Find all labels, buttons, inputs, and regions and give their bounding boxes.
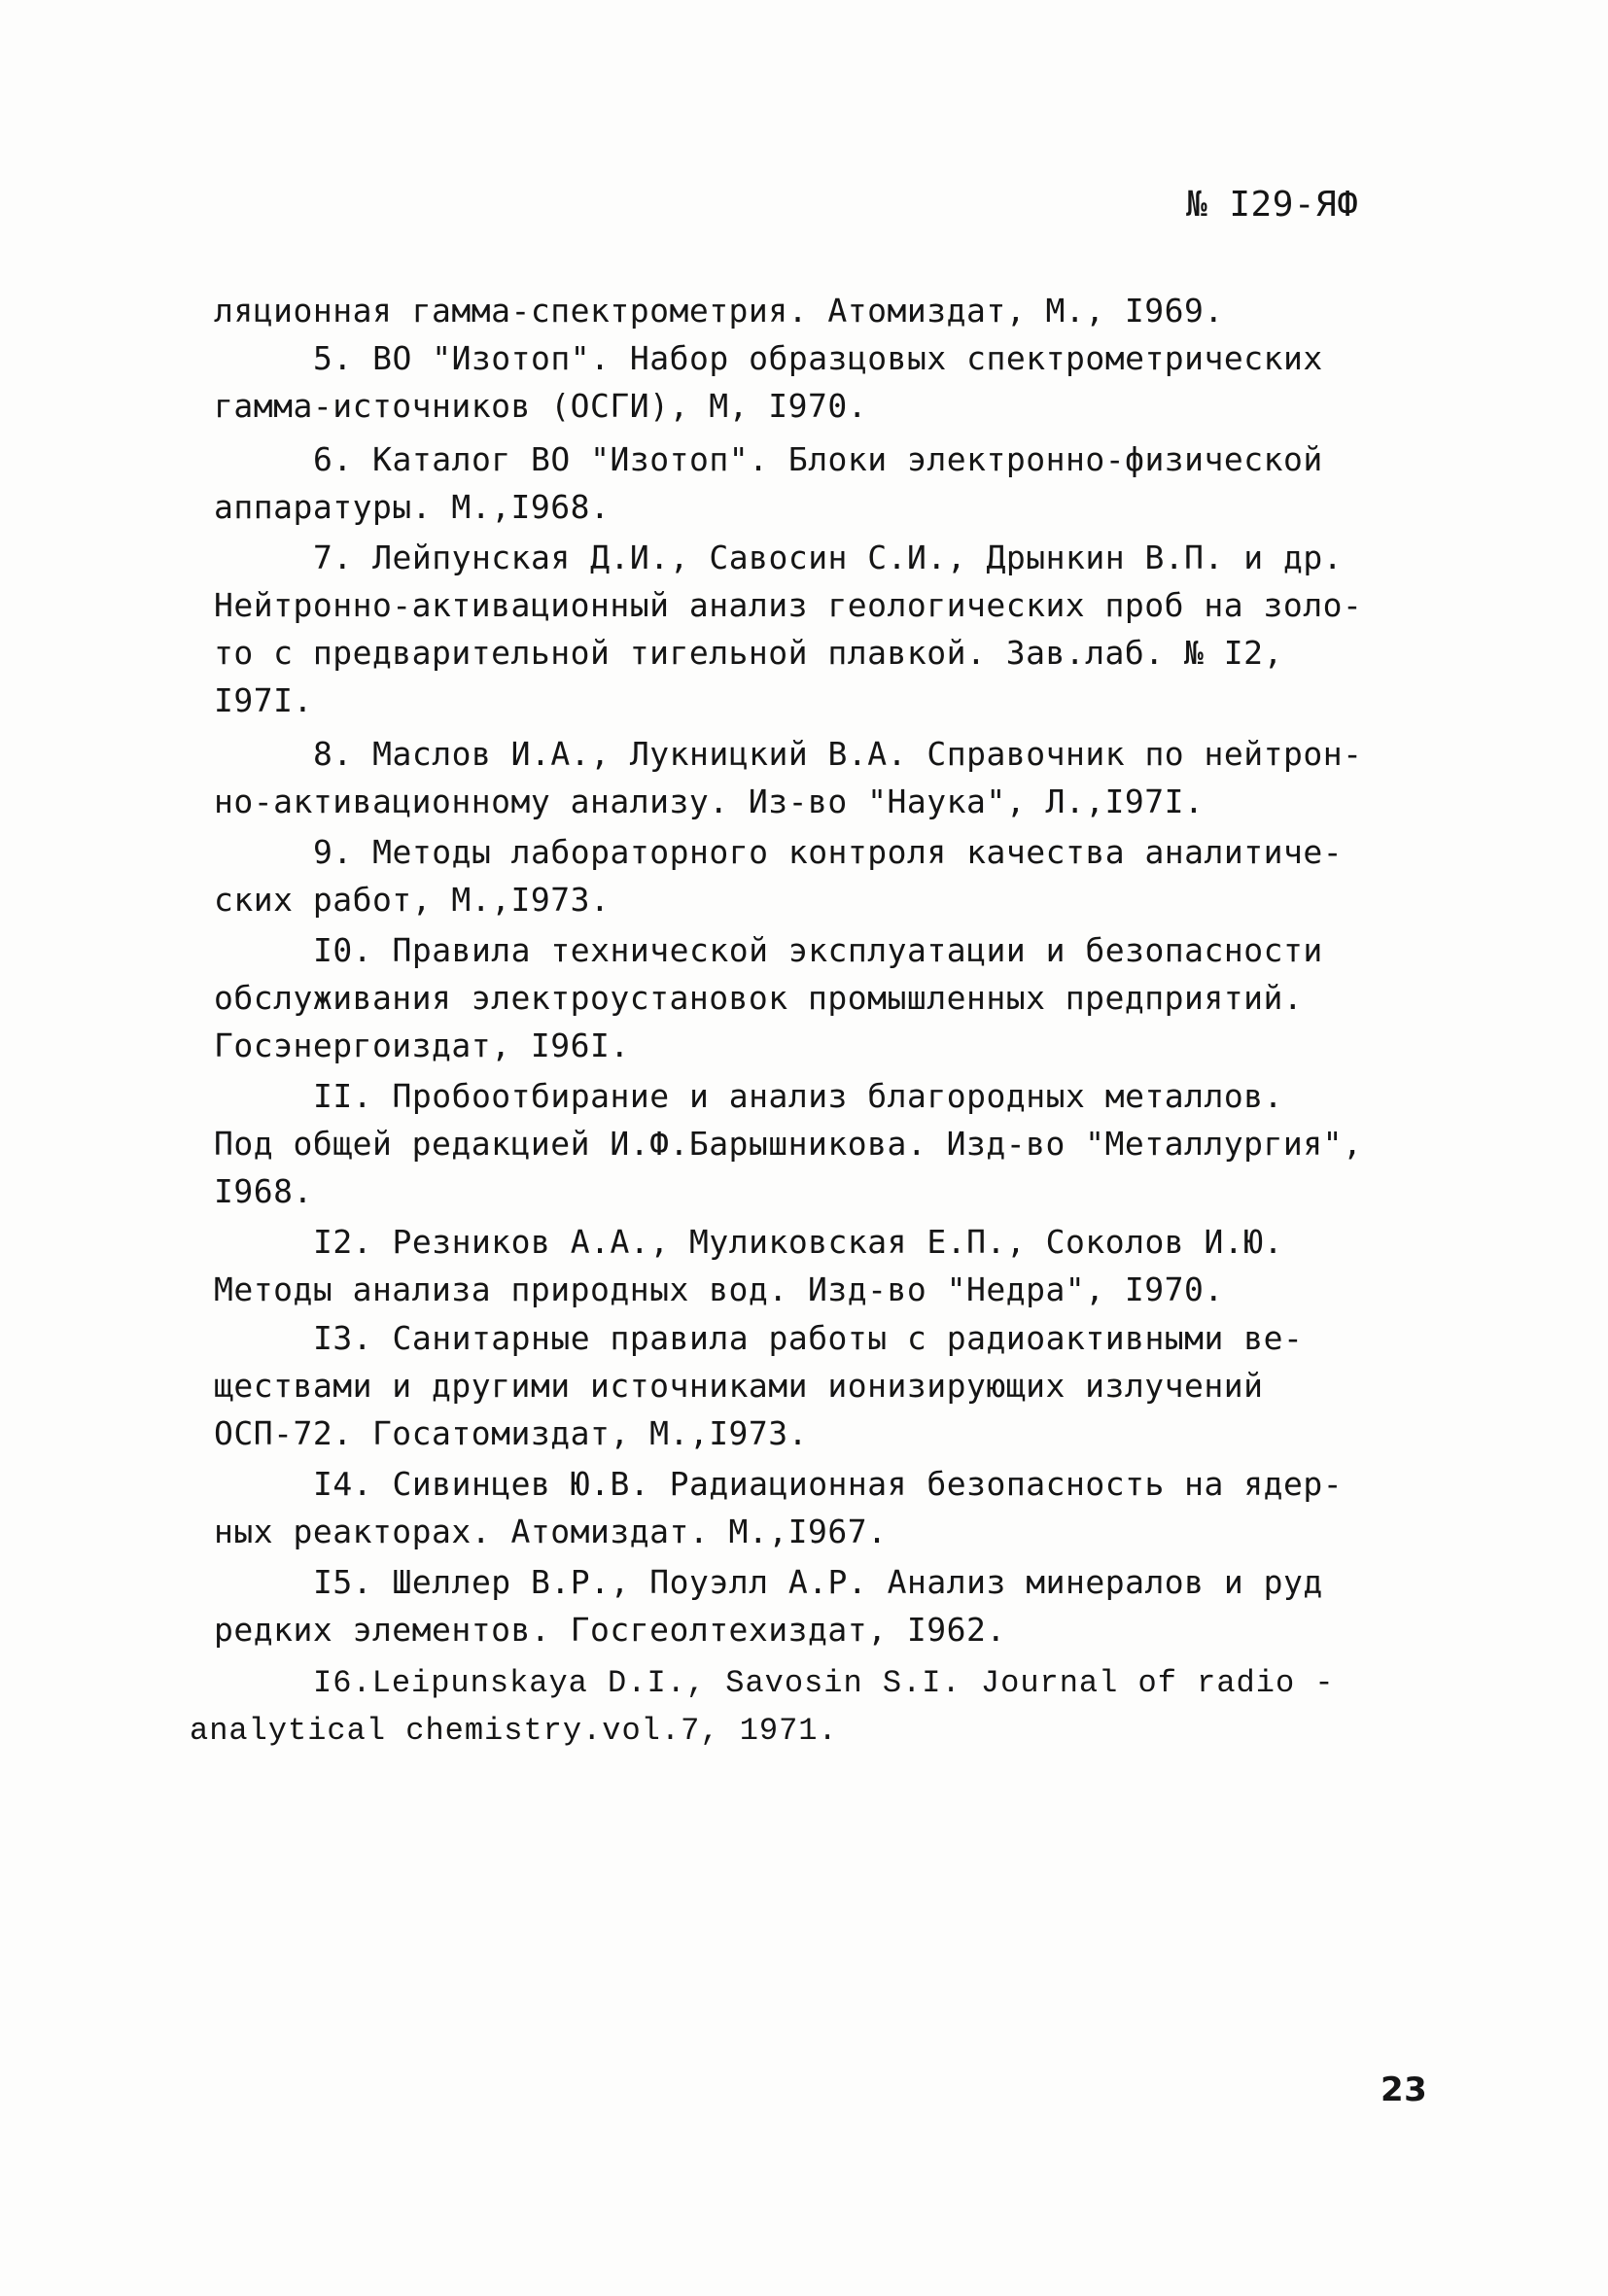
- reference-8-line-2: но-активационному анализу. Из-во "Наука", Л.,I97I.: [214, 783, 1205, 820]
- reference-6-line-1: 6. Каталог ВО "Изотоп". Блоки электронно-физической: [313, 440, 1323, 478]
- reference-12-line-2: Методы анализа природных вод. Изд-во "Недра", I970.: [214, 1270, 1224, 1308]
- reference-13-line-1: I3. Санитарные правила работы с радиоактивными ве-: [313, 1319, 1304, 1357]
- reference-continuation-line: ляционная гамма-спектрометрия. Атомиздат, М., I969.: [214, 292, 1224, 330]
- reference-10-line-1: I0. Правила технической эксплуатации и безопасности: [313, 931, 1323, 969]
- reference-13-line-3: ОСП-72. Госатомиздат, М.,I973.: [214, 1414, 809, 1452]
- reference-11-line-3: I968.: [214, 1172, 313, 1210]
- reference-11-line-2: Под общей редакцией И.Ф.Барышникова. Изд-во "Металлургия",: [214, 1125, 1363, 1163]
- reference-9-line-1: 9. Методы лабораторного контроля качества аналитиче-: [313, 833, 1344, 871]
- reference-16-line-1: I6.Leipunskaya D.I., Savosin S.I. Journal of radio -: [313, 1665, 1335, 1701]
- document-number: № I29-ЯФ: [1186, 185, 1359, 225]
- reference-13-line-2: ществами и другими источниками ионизирующих излучений: [214, 1367, 1264, 1405]
- page-number: 23: [1381, 2070, 1428, 2109]
- reference-7-line-4: I97I.: [214, 681, 313, 719]
- reference-7-line-2: Нейтронно-активационный анализ геологических проб на золо-: [214, 586, 1363, 624]
- reference-9-line-2: ских работ, М.,I973.: [214, 881, 611, 919]
- reference-6-line-2: аппаратуры. М.,I968.: [214, 488, 611, 526]
- reference-14-line-1: I4. Сивинцев Ю.В. Радиационная безопасность на ядер-: [313, 1465, 1344, 1503]
- reference-14-line-2: ных реакторах. Атомиздат. М.,I967.: [214, 1513, 888, 1550]
- reference-7-line-3: то с предварительной тигельной плавкой. Зав.лаб. № I2,: [214, 634, 1283, 672]
- reference-15-line-2: редких элементов. Госгеолтехиздат, I962.: [214, 1611, 1006, 1649]
- reference-15-line-1: I5. Шеллер В.Р., Поуэлл А.Р. Анализ минералов и руд: [313, 1563, 1323, 1601]
- reference-7-line-1: 7. Лейпунская Д.И., Савосин С.И., Дрынкин В.П. и др.: [313, 539, 1344, 576]
- reference-10-line-2: обслуживания электроустановок промышленных предприятий.: [214, 979, 1304, 1017]
- reference-16-line-2: analytical chemistry.vol.7, 1971.: [190, 1713, 838, 1749]
- reference-11-line-1: II. Пробоотбирание и анализ благородных металлов.: [313, 1077, 1284, 1115]
- reference-5-line-2: гамма-источников (ОСГИ), М, I970.: [214, 387, 868, 425]
- reference-12-line-1: I2. Резников А.А., Муликовская Е.П., Соколов И.Ю.: [313, 1223, 1284, 1261]
- reference-10-line-3: Госэнергоиздат, I96I.: [214, 1026, 630, 1064]
- reference-8-line-1: 8. Маслов И.А., Лукницкий В.А. Справочник по нейтрон-: [313, 735, 1363, 773]
- reference-5-line-1: 5. ВО "Изотоп". Набор образцовых спектрометрических: [313, 339, 1323, 377]
